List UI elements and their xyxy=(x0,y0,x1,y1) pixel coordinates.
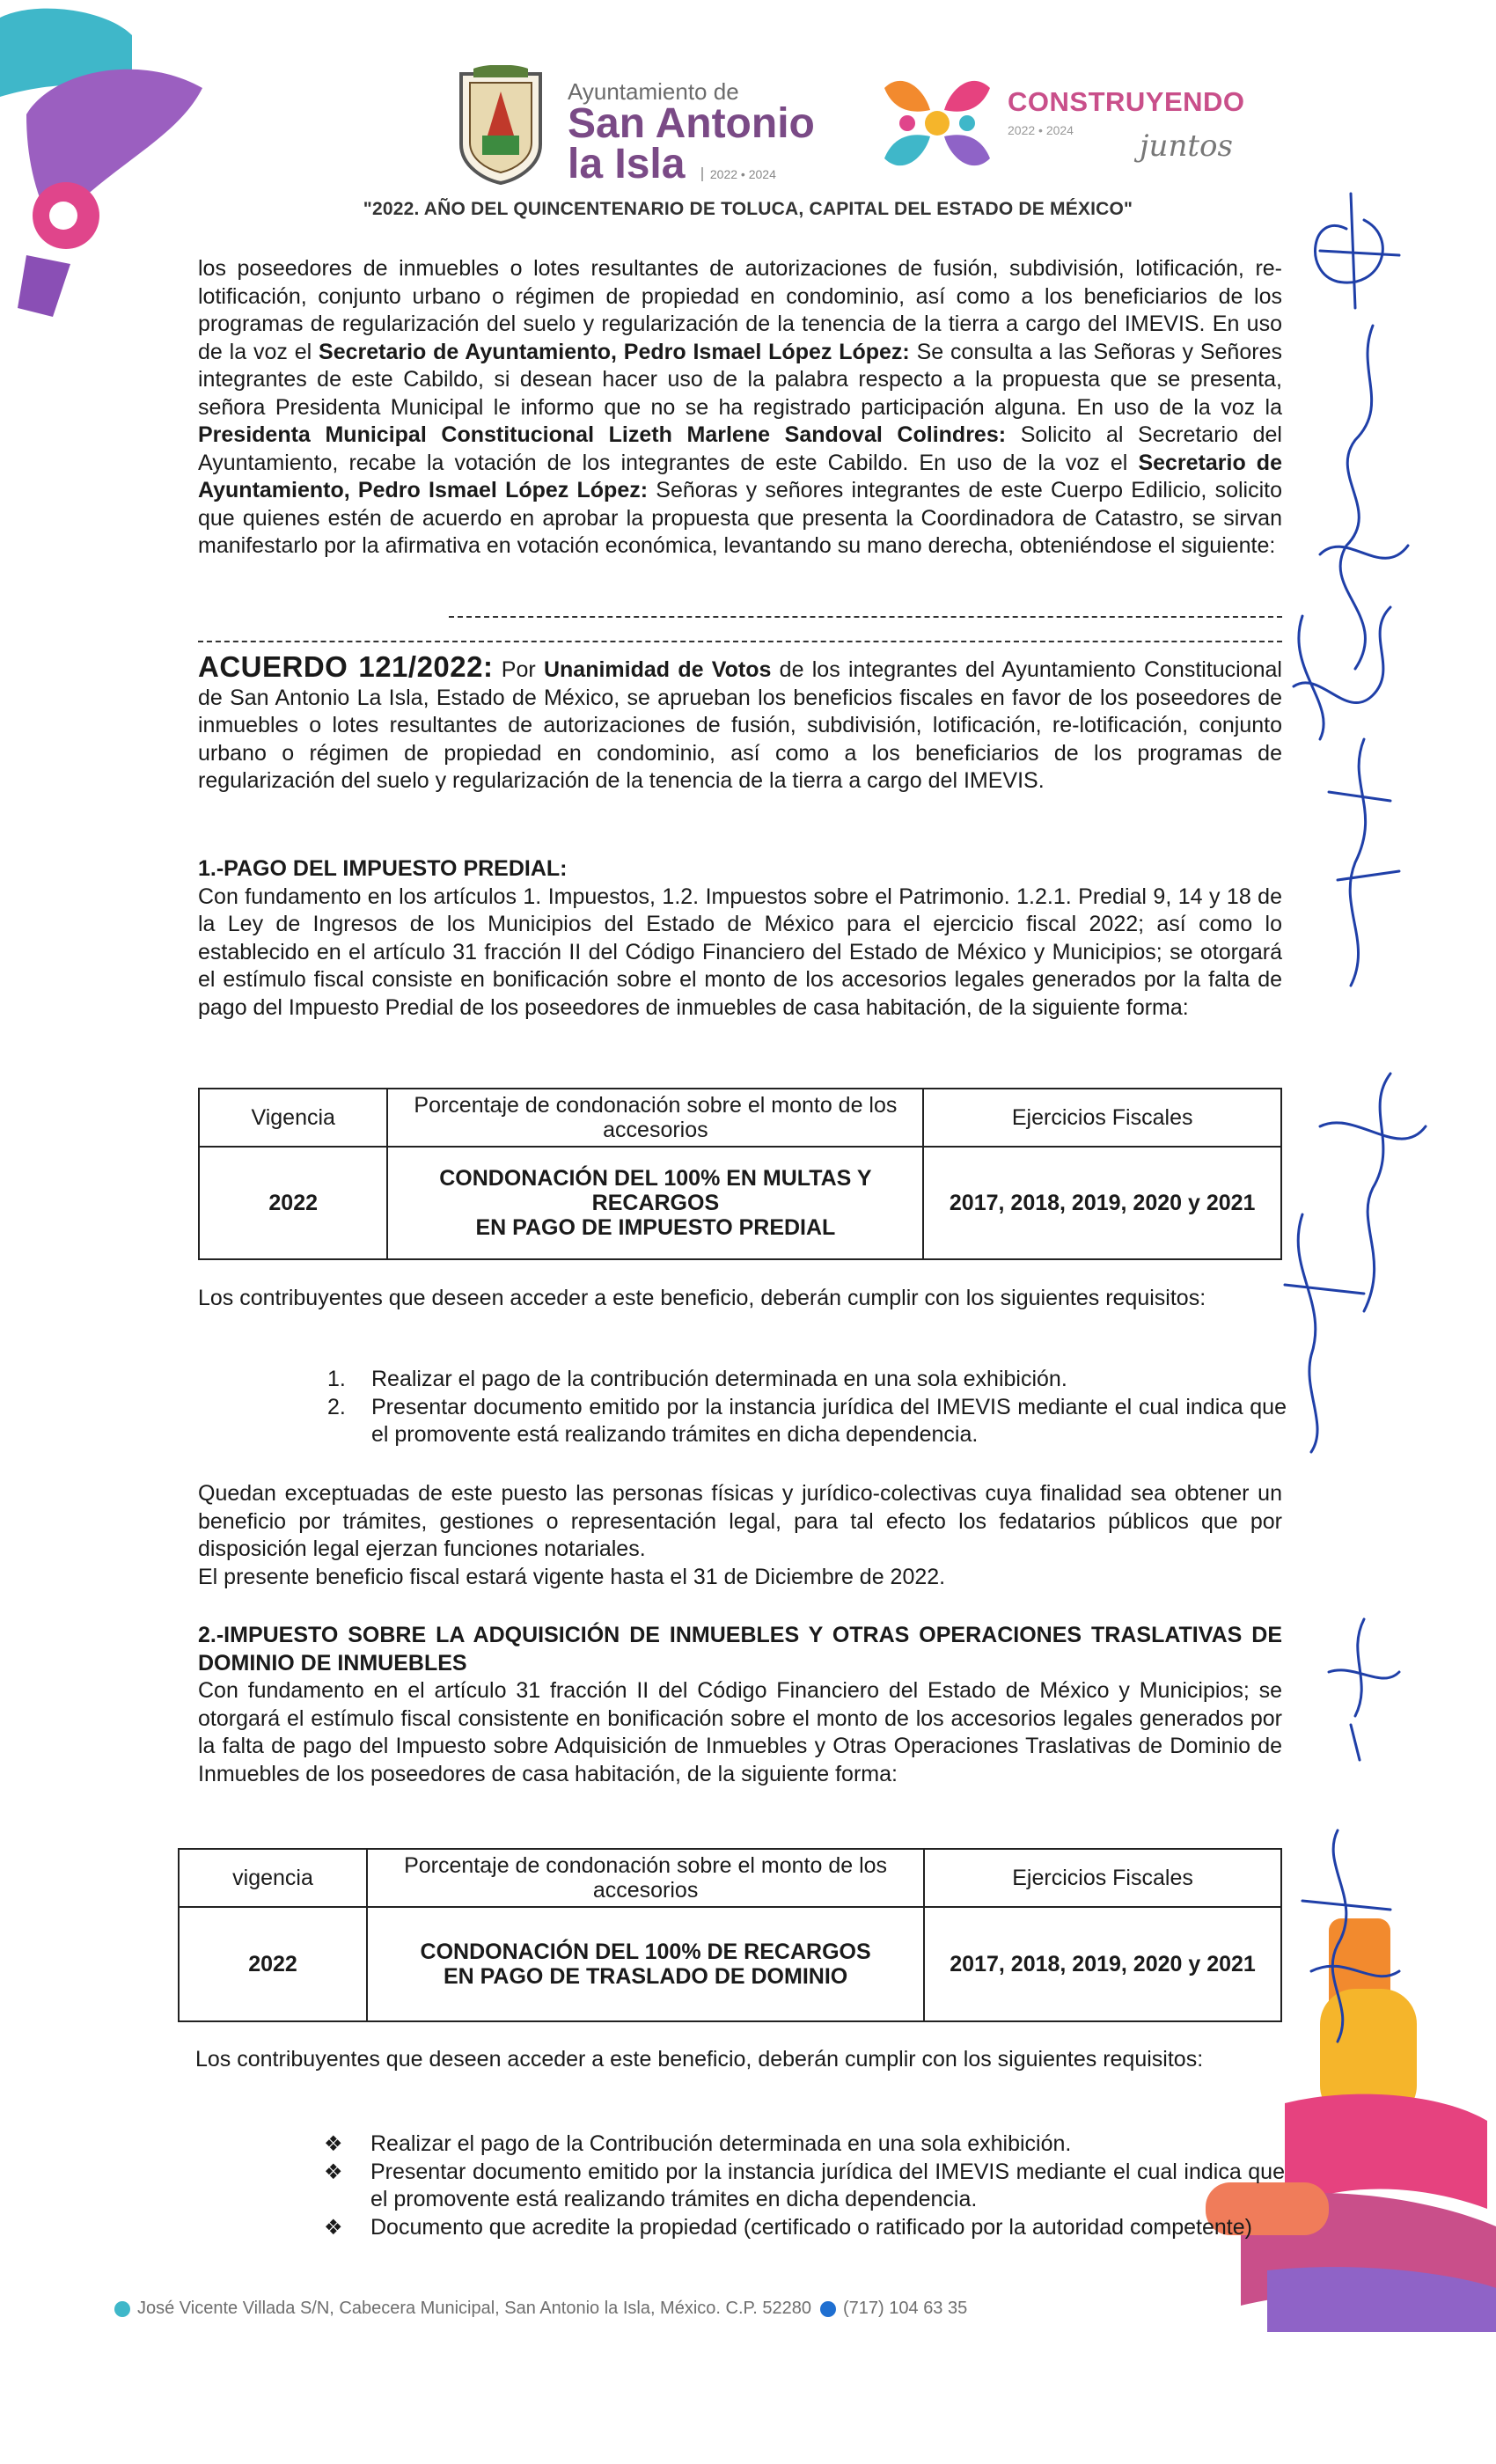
list-item-number: 2. xyxy=(327,1394,346,1419)
table2-header-porcentaje: Porcentaje de condonación sobre el monto de los accesorios xyxy=(367,1849,924,1907)
footer-phone: (717) 104 63 35 xyxy=(843,2299,968,2318)
intro-text-1: los poseedores de inmuebles o lotes resultantes de autorizaciones de fusión, subdivisión, lotificación, re-lotificación, conjunto urbano o régimen de propiedad en condominio, así como a los beneficiarios de los programas de regularización del suelo y regularización de la tenencia de la tierra a cargo del IMEVIS. En uso de la voz el xyxy=(198,256,1282,364)
org-name-line2: la Isla xyxy=(568,141,686,187)
list-item-text: Documento que acredite la propiedad (certificado o ratificado por la autoridad competente) xyxy=(370,2214,1252,2240)
list-item-text: Realizar el pago de la contribución determinada en una sola exhibición. xyxy=(371,1367,1067,1391)
org-name-line1: San Antonio xyxy=(568,100,815,147)
table-traslado xyxy=(178,1848,1282,2022)
section-2-title: 2.-IMPUESTO SOBRE LA ADQUISICIÓN DE INMUEBLES Y OTRAS OPERACIONES TRASLATIVAS DE DOMINIO DE INMUEBLES xyxy=(198,1623,1282,1676)
diamond-bullet-icon: ❖ xyxy=(324,2132,343,2156)
slogan-years: 2022 • 2024 xyxy=(1008,123,1074,137)
requirements-2-intro: Los contribuyentes que deseen acceder a este beneficio, deberán cumplir con los siguientes requisitos: xyxy=(195,2047,1204,2072)
list-item-number: 1. xyxy=(327,1367,346,1391)
intro-text-4: Señoras y señores integrantes de este Cuerpo Edilicio, solicito que quienes estén de acuerdo en aprobar la propuesta que presenta la Coordinadora de Catastro, se sirvan manifestarlo por la afirmativa en votación económica, levantando su mano derecha, obteniéndose el siguiente: xyxy=(198,478,1282,558)
list-item-text: Presentar documento emitido por la instancia jurídica del IMEVIS mediante el cual indica que el promovente está realizando trámites en dicha dependencia. xyxy=(371,1394,1287,1447)
requirements-1-intro: Los contribuyentes que deseen acceder a este beneficio, deberán cumplir con los siguientes requisitos: xyxy=(198,1286,1206,1310)
acuerdo-text-1: Por xyxy=(493,657,544,682)
org-subtitle: Ayuntamiento de xyxy=(568,78,739,105)
table1-header-vigencia: Vigencia xyxy=(199,1089,387,1147)
intro-bold-3: Secretario de Ayuntamiento, Pedro Ismael López López: xyxy=(198,450,1282,502)
requirements-2-list xyxy=(324,2130,1285,2241)
requirements-1-list xyxy=(327,1366,1287,1449)
section-1 xyxy=(198,855,1282,1022)
decorative-shapes-left xyxy=(0,0,229,334)
section-2-text: Con fundamento en el artículo 31 fracción II del Código Financiero del Estado de México y Municipios; se otorgará el estímulo fiscal consistente en bonificación sobre el monto de los accesorios legales generados por la falta de pago del Impuesto sobre Adquisición de Inmuebles y Otras Operaciones Traslativas de Dominio de Inmuebles de los poseedores de casa habitación, de la siguiente forma: xyxy=(198,1678,1282,1786)
list-item-text: Realizar el pago de la Contribución determinada en una sola exhibición. xyxy=(370,2131,1072,2156)
table1-cell-porcentaje-line2: EN PAGO DE IMPUESTO PREDIAL xyxy=(475,1215,836,1240)
table2-cell-porcentaje-line2: EN PAGO DE TRASLADO DE DOMINIO xyxy=(443,1964,848,1989)
section-1-text: Con fundamento en los artículos 1. Impuestos, 1.2. Impuestos sobre el Patrimonio. 1.2.1. Predial 9, 14 y 18 de la Ley de Ingresos de los Municipios del Estado de México para el ejercicio fiscal 2022; así como lo establecido en el artículo 31 fracción II del Código Financiero del Estado de México y Municipios; se otorgará el estímulo fiscal consiste en bonificación sobre el monto de los accesorios legales generados por la falta de pago del Impuesto Predial de los poseedores de inmuebles de casa habitación, de la siguiente forma: xyxy=(198,884,1282,1020)
intro-paragraph xyxy=(198,255,1282,561)
list-item xyxy=(324,2130,1285,2159)
table1-header-ejercicios: Ejercicios Fiscales xyxy=(923,1089,1281,1147)
section-2 xyxy=(198,1622,1282,1788)
validity-text: El presente beneficio fiscal estará vigente hasta el 31 de Diciembre de 2022. xyxy=(198,1564,946,1589)
signatures-right-margin xyxy=(1267,176,1496,2077)
table1-cell-porcentaje-line1: CONDONACIÓN DEL 100% EN MULTAS Y RECARGOS xyxy=(439,1166,872,1215)
intro-bold-1: Secretario de Ayuntamiento, Pedro Ismael López López: xyxy=(319,339,910,364)
exceptions-text: Quedan exceptuadas de este puesto las personas físicas y jurídico-colectivas cuya finalidad sea obtener un beneficio por trámites, gestiones o representación legal, para tal efecto los fedatarios públicos que por disposición legal ejerzan funciones notariales. xyxy=(198,1481,1282,1561)
list-item xyxy=(327,1394,1287,1449)
slogan-block xyxy=(1008,86,1245,164)
table1-cell-ejercicios: 2017, 2018, 2019, 2020 y 2021 xyxy=(923,1147,1281,1259)
table1-cell-porcentaje xyxy=(387,1147,923,1259)
construyendo-logo-icon xyxy=(876,62,999,185)
table2-header-ejercicios: Ejercicios Fiscales xyxy=(924,1849,1281,1907)
slogan-title: CONSTRUYENDO xyxy=(1008,86,1245,117)
letterhead xyxy=(440,55,1285,187)
vertical-divider-text xyxy=(820,62,838,185)
table1-cell-vigencia: 2022 xyxy=(199,1147,387,1259)
municipal-crest-icon xyxy=(456,65,546,185)
acuerdo-text-2: de los integrantes del Ayuntamiento Constitucional de San Antonio La Isla, Estado de México, se aprueban los beneficios fiscales en favor de los poseedores de inmuebles o lotes resultantes de autorizaciones de fusión, subdivisión, lotificación, re-lotificación, conjunto urbano o régimen de propiedad en condominio, así como a los beneficiarios de los programas de regularización del suelo y regularización de la tenencia de la tierra a cargo del IMEVIS. xyxy=(198,657,1282,793)
table-predial xyxy=(198,1088,1282,1260)
list-item-text: Presentar documento emitido por la instancia jurídica del IMEVIS mediante el cual indica que el promovente está realizando trámites en dicha dependencia. xyxy=(370,2159,1285,2211)
org-name-block xyxy=(568,79,815,185)
acuerdo-heading: ACUERDO 121/2022: xyxy=(198,650,494,683)
org-years: 2022 • 2024 xyxy=(701,167,776,181)
intro-text-2: Se consulta a las Señoras y Señores integrantes de este Cabildo, si desean hacer uso de la palabra respecto a la propuesta que se presenta, señora Presidenta Municipal le informo que no se ha registrado participación alguna. En uso de la voz la xyxy=(198,339,1282,420)
intro-bold-2: Presidenta Municipal Constitucional Lizeth Marlene Sandoval Colindres: xyxy=(198,422,1007,447)
section-1-title: 1.-PAGO DEL IMPUESTO PREDIAL: xyxy=(198,856,568,881)
list-item xyxy=(324,2159,1285,2214)
acuerdo-bold: Unanimidad de Votos xyxy=(543,657,772,682)
location-icon xyxy=(114,2301,130,2317)
diamond-bullet-icon: ❖ xyxy=(324,2160,343,2184)
table2-cell-ejercicios: 2017, 2018, 2019, 2020 y 2021 xyxy=(924,1907,1281,2021)
list-item xyxy=(327,1366,1287,1394)
dashed-rule-2 xyxy=(198,641,1282,642)
table2-cell-vigencia: 2022 xyxy=(179,1907,367,2021)
year-motto: "2022. AÑO DEL QUINCENTENARIO DE TOLUCA, CAPITAL DEL ESTADO DE MÉXICO" xyxy=(363,199,1133,219)
phone-icon xyxy=(820,2301,836,2317)
dashed-rule-1 xyxy=(449,616,1282,618)
footer-address: José Vicente Villada S/N, Cabecera Municipal, San Antonio la Isla, México. C.P. 52280 xyxy=(137,2299,812,2318)
intro-text-3: Solicito al Secretario del Ayuntamiento, recabe la votación de los integrantes de este Cabildo. En uso de la voz el xyxy=(198,422,1282,475)
table1-header-porcentaje: Porcentaje de condonación sobre el monto de los accesorios xyxy=(387,1089,923,1147)
footer xyxy=(114,2299,967,2319)
list-item xyxy=(324,2214,1285,2242)
diamond-bullet-icon: ❖ xyxy=(324,2215,343,2240)
exceptions-paragraph xyxy=(198,1480,1282,1591)
table2-header-vigencia: vigencia xyxy=(179,1849,367,1907)
slogan-script: juntos xyxy=(1140,128,1233,164)
acuerdo-paragraph xyxy=(198,650,1282,796)
table2-cell-porcentaje-line1: CONDONACIÓN DEL 100% DE RECARGOS xyxy=(420,1940,871,1964)
table2-cell-porcentaje xyxy=(367,1907,924,2021)
